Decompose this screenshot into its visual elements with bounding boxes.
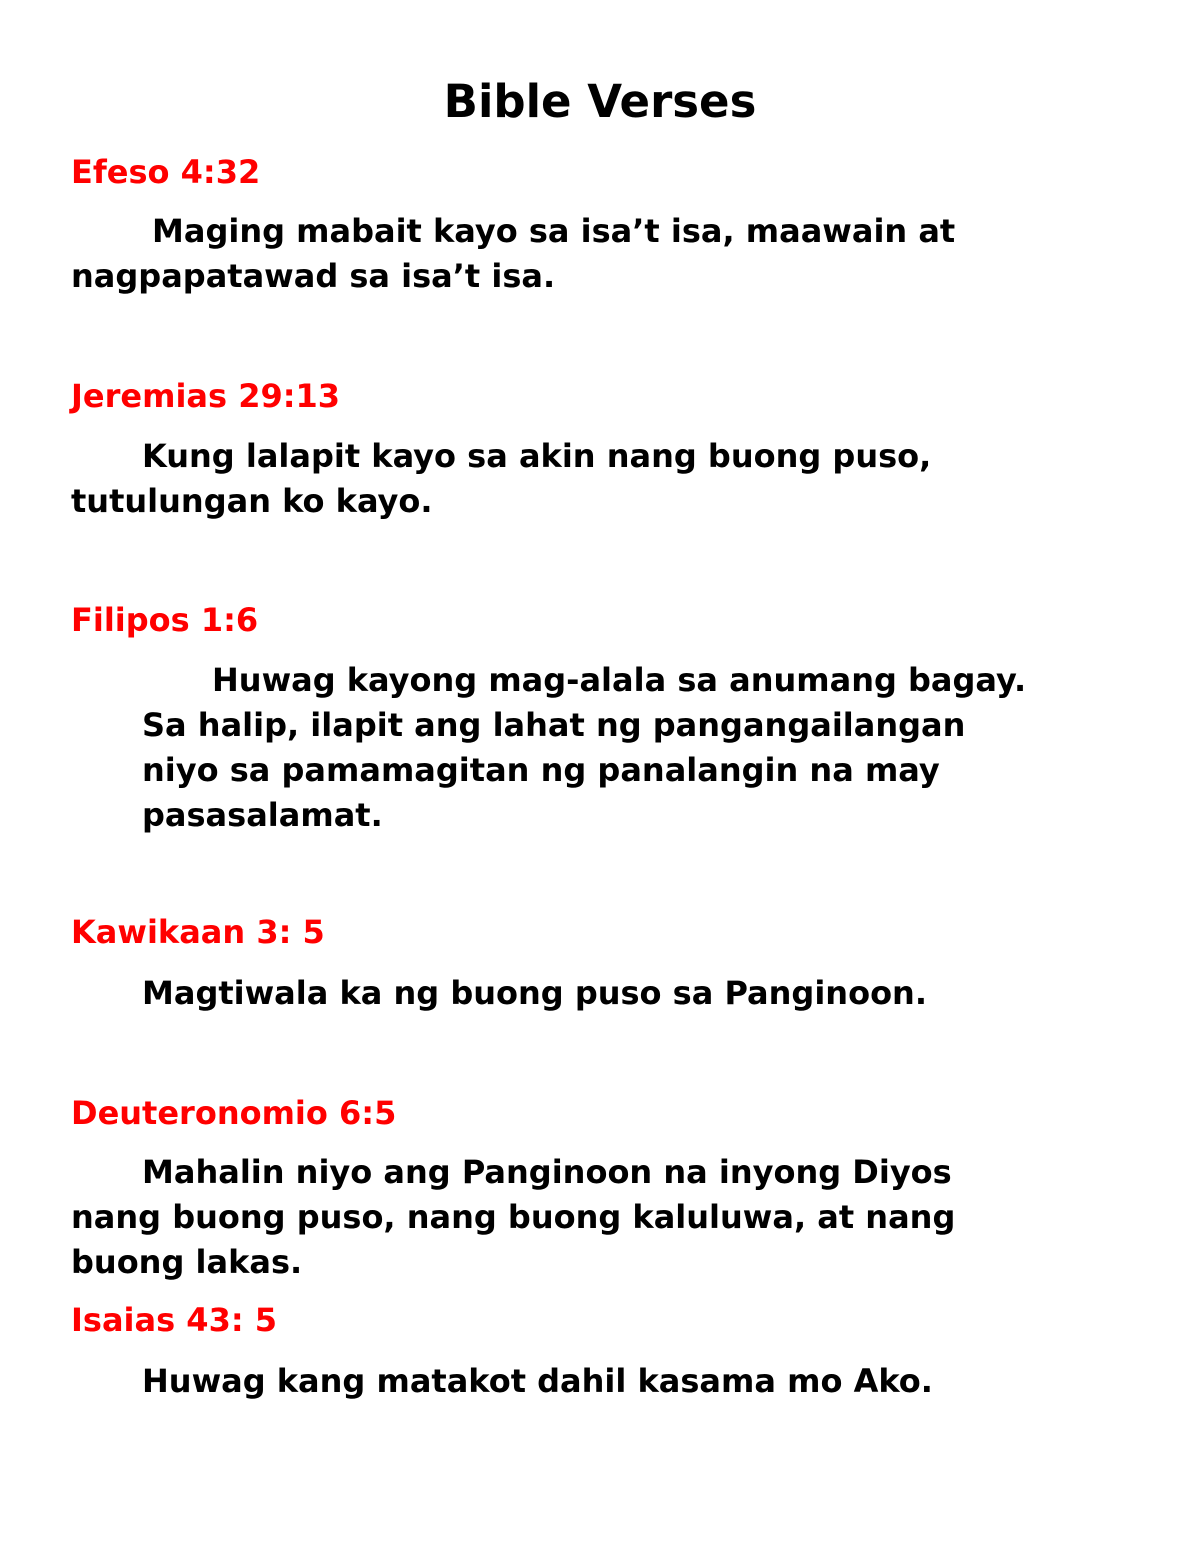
verse-reference: Kawikaan 3: 5 [71, 913, 325, 951]
verse-reference: Jeremias 29:13 [71, 377, 341, 415]
verse-line: Mahalin niyo ang Panginoon na inyong Diyos [142, 1153, 952, 1191]
verse-reference: Efeso 4:32 [71, 153, 261, 191]
verse-line: Magtiwala ka ng buong puso sa Panginoon. [142, 974, 927, 1012]
verse-line: nang buong puso, nang buong kaluluwa, at nang [71, 1198, 956, 1236]
verse-line: niyo sa pamamagitan ng panalangin na may [142, 751, 940, 789]
verse-reference: Isaias 43: 5 [71, 1301, 278, 1339]
verse-line: pasasalamat. [142, 796, 383, 834]
verse-line: Huwag kang matakot dahil kasama mo Ako. [142, 1362, 933, 1400]
verse-line: nagpapatawad sa isa’t isa. [71, 257, 556, 295]
verse-line: Sa halip, ilapit ang lahat ng pangangailangan [142, 706, 966, 744]
verse-line: buong lakas. [71, 1243, 303, 1281]
verse-reference: Filipos 1:6 [71, 601, 259, 639]
verse-line: Huwag kayong mag-alala sa anumang bagay. [212, 661, 1027, 699]
verse-line: Kung lalapit kayo sa akin nang buong puso, [142, 437, 932, 475]
page-title: Bible Verses [443, 75, 757, 128]
verse-reference: Deuteronomio 6:5 [71, 1094, 397, 1132]
verse-line: Maging mabait kayo sa isa’t isa, maawain at [152, 212, 956, 250]
verse-line: tutulungan ko kayo. [71, 482, 433, 520]
